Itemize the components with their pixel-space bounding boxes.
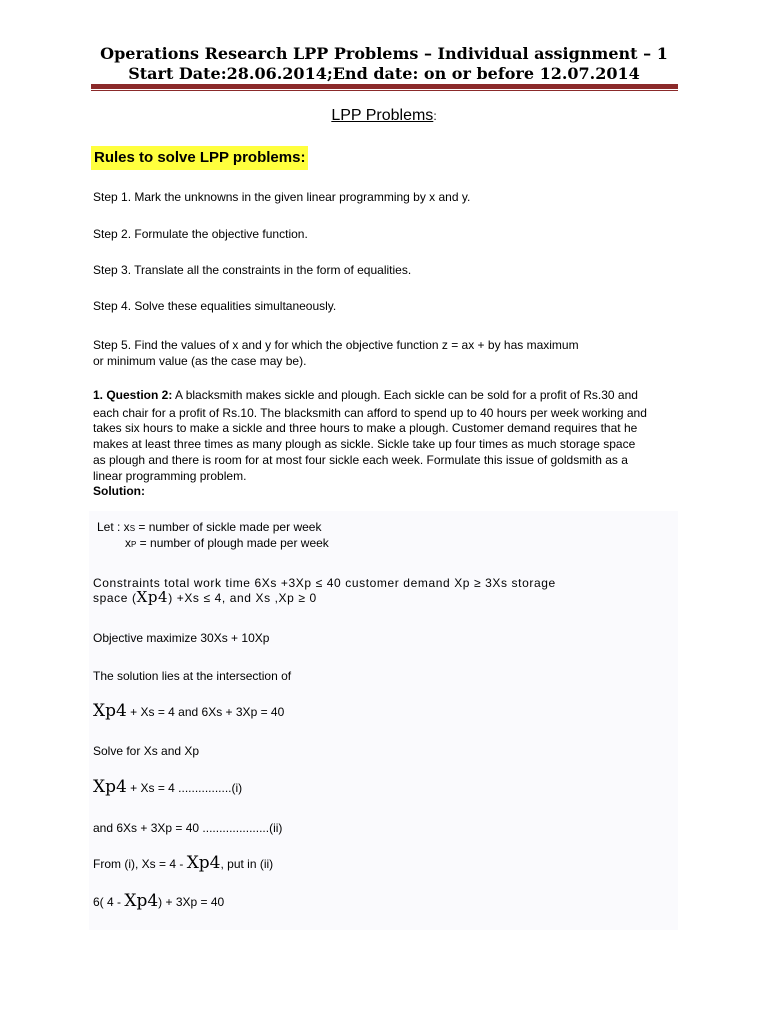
step-3: Step 3. Translate all the constraints in the form of equalities. [93, 263, 412, 277]
page-title [0, 107, 768, 125]
solution-label: Solution: [93, 484, 145, 498]
question-text-3: takes six hours to make a sickle and three hours to make a plough. Customer demand requires that he [93, 421, 638, 435]
equation-pair [93, 703, 284, 720]
header-divider-thin [91, 90, 678, 91]
substitution-text: 6( 4 - [93, 895, 125, 909]
question-label: 1. Question 2: [93, 388, 173, 402]
substitution-line [93, 893, 224, 910]
step-2: Step 2. Formulate the objective function. [93, 227, 308, 241]
assignment-title: Operations Research LPP Problems – Individual assignment – 1 [100, 44, 668, 63]
page-title-text: LPP Problems [331, 107, 434, 124]
question-line [93, 387, 638, 403]
intersection-line: The solution lies at the intersection of [93, 669, 292, 683]
assignment-dates: Start Date:28.06.2014;End date: on or before 12.07.2014 [128, 64, 640, 83]
constraints-rest: ) +Xs ≤ 4, and Xs ,Xp ≥ 0 [168, 591, 317, 605]
question-text-5: as plough and there is room for at most four sickle each week. Formulate this issue of goldsmith as a [93, 453, 628, 467]
equation-pair-rest: + Xs = 4 and 6Xs + 3Xp = 40 [126, 705, 285, 719]
substitution-rest: ) + 3Xp = 40 [158, 895, 225, 909]
step-5-continued: or minimum value (as the case may be). [93, 354, 307, 368]
question-text-2: each chair for a profit of Rs.10. The blacksmith can afford to spend up to 40 hours per week working and [93, 406, 647, 420]
constraints-space: space ( [93, 591, 137, 605]
let-prefix: Let : x [97, 520, 130, 534]
xp4-term: Xp4 [186, 853, 221, 873]
xp-definition: = number of plough made per week [136, 536, 329, 550]
xp4-term: Xp4 [136, 588, 169, 606]
equation-i [93, 779, 242, 796]
equation-i-rest: + Xs = 4 ................(i) [126, 781, 243, 795]
step-1: Step 1. Mark the unknowns in the given linear programming by x and y. [93, 190, 471, 204]
constraints-line-2 [93, 590, 317, 606]
objective-line: Objective maximize 30Xs + 10Xp [93, 631, 270, 645]
xp-var: x [125, 536, 131, 550]
question-text-1: A blacksmith makes sickle and plough. Each sickle can be sold for a profit of Rs.30 and [172, 388, 638, 402]
rules-heading: Rules to solve LPP problems: [91, 146, 308, 170]
header-divider [91, 84, 678, 89]
from-text: From (i), Xs = 4 - [93, 857, 187, 871]
xp4-term: Xp4 [93, 701, 127, 721]
from-rest: , put in (ii) [220, 857, 274, 871]
question-text-4: makes at least three times as many plough as sickle. Sickle take up four times as much storage space [93, 437, 636, 451]
question-text-6: linear programming problem. [93, 469, 247, 483]
xp4-term: Xp4 [124, 891, 159, 911]
from-line [93, 855, 273, 872]
xs-definition: = number of sickle made per week [135, 520, 322, 534]
page-title-suffix: : [433, 109, 437, 123]
xp-subscript: P [131, 540, 137, 549]
xs-subscript: S [129, 524, 136, 533]
constraints-line-1: Constraints total work time 6Xs +3Xp ≤ 40 customer demand Xp ≥ 3Xs storage [93, 576, 556, 590]
let-xp [125, 535, 329, 553]
solve-for-line: Solve for Xs and Xp [93, 744, 200, 758]
equation-ii: and 6Xs + 3Xp = 40 ....................(ii) [93, 821, 283, 835]
step-4: Step 4. Solve these equalities simultaneously. [93, 299, 337, 313]
xp4-term: Xp4 [93, 777, 127, 797]
step-5: Step 5. Find the values of x and y for which the objective function z = ax + by has maximum [93, 338, 579, 352]
